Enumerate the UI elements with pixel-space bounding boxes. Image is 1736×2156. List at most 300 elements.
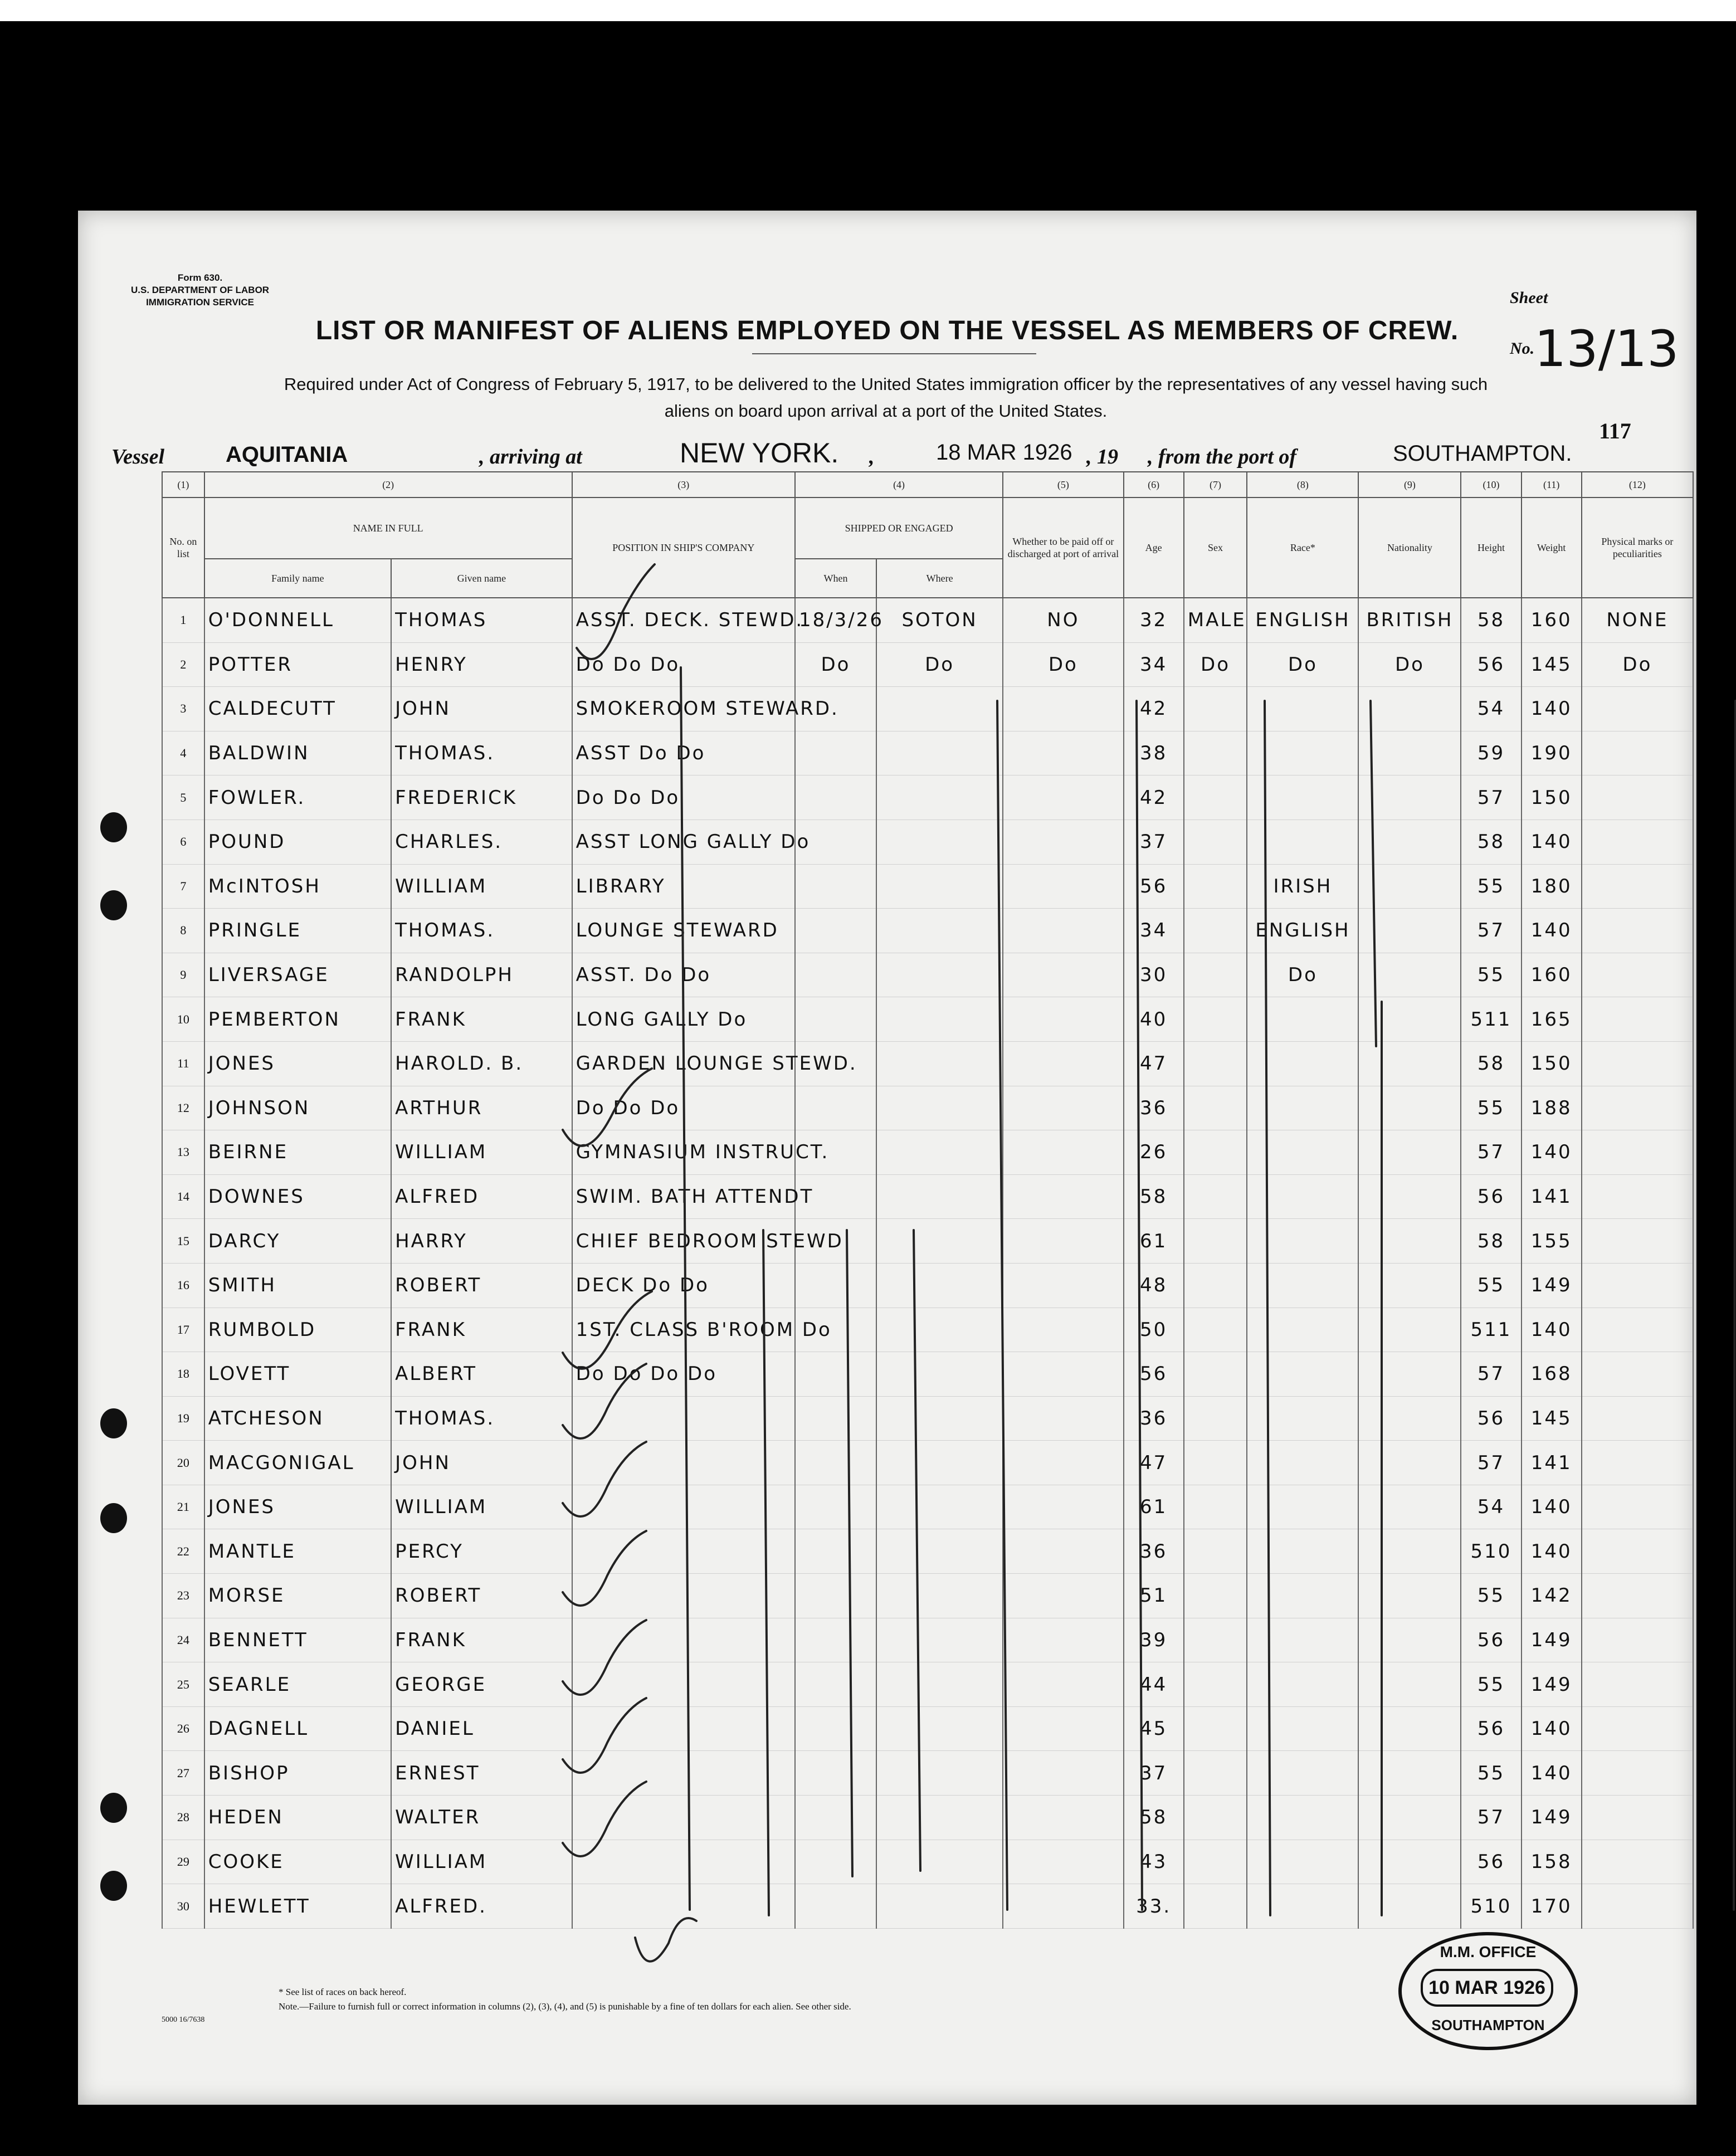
cell-no: 10 xyxy=(162,997,204,1042)
colnum: (3) xyxy=(572,472,795,497)
footer-notes xyxy=(279,1985,851,2014)
cell-paid xyxy=(1003,775,1123,820)
cell-where xyxy=(876,820,1003,864)
cell-no: 25 xyxy=(162,1662,204,1707)
arrival-date: 18 MAR 1926 xyxy=(936,440,1072,465)
table-row xyxy=(162,1130,1693,1175)
cell-where xyxy=(876,687,1003,731)
cell-paid: NO xyxy=(1003,598,1123,642)
cell-marks xyxy=(1582,731,1693,775)
cell-age: 38 xyxy=(1124,731,1184,775)
cell-race: ENGLISH xyxy=(1247,909,1358,953)
cell-weight: 141 xyxy=(1522,1441,1582,1485)
table-row xyxy=(162,1574,1693,1618)
cell-when xyxy=(795,1396,876,1441)
cell-position xyxy=(572,1485,795,1529)
cell-family: DOWNES xyxy=(204,1174,391,1219)
table-row xyxy=(162,1396,1693,1441)
cell-position xyxy=(572,1796,795,1840)
cell-sex xyxy=(1184,1263,1247,1308)
cell-sex xyxy=(1184,1529,1247,1574)
cell-height: 54 xyxy=(1461,687,1521,731)
cell-when xyxy=(795,1485,876,1529)
cell-marks xyxy=(1582,1574,1693,1618)
cell-no: 15 xyxy=(162,1219,204,1264)
header-where: Where xyxy=(876,559,1003,598)
cell-given: WILLIAM xyxy=(391,1130,572,1175)
cell-age: 37 xyxy=(1124,1751,1184,1796)
cell-given: GEORGE xyxy=(391,1662,572,1707)
cell-position xyxy=(572,1441,795,1485)
cell-age: 30 xyxy=(1124,953,1184,997)
cell-race xyxy=(1247,1796,1358,1840)
cell-nat xyxy=(1358,1662,1461,1707)
table-row xyxy=(162,820,1693,864)
cell-age: 42 xyxy=(1124,775,1184,820)
cell-sex xyxy=(1184,1174,1247,1219)
table-row xyxy=(162,1751,1693,1796)
cell-sex xyxy=(1184,1751,1247,1796)
cell-no: 28 xyxy=(162,1796,204,1840)
cell-weight: 140 xyxy=(1522,1706,1582,1751)
sheet-number: Sheet No.13/13 xyxy=(1510,289,1679,378)
cell-weight: 140 xyxy=(1522,1751,1582,1796)
header-race: Race* xyxy=(1247,497,1358,598)
cell-when xyxy=(795,1441,876,1485)
cell-nat xyxy=(1358,909,1461,953)
cell-marks xyxy=(1582,1529,1693,1574)
cell-sex xyxy=(1184,1308,1247,1352)
cell-paid xyxy=(1003,1130,1123,1175)
cell-marks xyxy=(1582,1618,1693,1662)
cell-height: 511 xyxy=(1461,1308,1521,1352)
cell-age: 40 xyxy=(1124,997,1184,1042)
cell-family: RUMBOLD xyxy=(204,1308,391,1352)
cell-race xyxy=(1247,1485,1358,1529)
cell-age: 58 xyxy=(1124,1796,1184,1840)
cell-race xyxy=(1247,1396,1358,1441)
cell-given: ALBERT xyxy=(391,1352,572,1397)
cell-given: THOMAS. xyxy=(391,1396,572,1441)
header-name-in-full: NAME IN FULL xyxy=(204,497,572,559)
cell-weight: 149 xyxy=(1522,1618,1582,1662)
cell-where xyxy=(876,1219,1003,1264)
cell-position: ASST LONG GALLY Do xyxy=(572,820,795,864)
cell-sex xyxy=(1184,909,1247,953)
cell-family: McINTOSH xyxy=(204,864,391,909)
cell-marks xyxy=(1582,1086,1693,1130)
cell-nat xyxy=(1358,1618,1461,1662)
cell-paid xyxy=(1003,1396,1123,1441)
cell-nat xyxy=(1358,1308,1461,1352)
scan-top-border xyxy=(0,0,1736,21)
cell-paid xyxy=(1003,1574,1123,1618)
cell-where xyxy=(876,1130,1003,1175)
cell-nat xyxy=(1358,1796,1461,1840)
cell-race xyxy=(1247,1618,1358,1662)
cell-age: 51 xyxy=(1124,1574,1184,1618)
cell-age: 48 xyxy=(1124,1263,1184,1308)
header-nationality: Nationality xyxy=(1358,497,1461,598)
cell-given: JOHN xyxy=(391,1441,572,1485)
cell-race: ENGLISH xyxy=(1247,598,1358,642)
cell-nat xyxy=(1358,953,1461,997)
cell-marks xyxy=(1582,1751,1693,1796)
cell-where xyxy=(876,1041,1003,1086)
cell-no: 11 xyxy=(162,1041,204,1086)
cell-sex xyxy=(1184,1086,1247,1130)
cell-height: 58 xyxy=(1461,598,1521,642)
cell-position: ASST. DECK. STEWD. xyxy=(572,598,795,642)
cell-paid xyxy=(1003,1796,1123,1840)
cell-nat xyxy=(1358,1396,1461,1441)
cell-height: 58 xyxy=(1461,820,1521,864)
cell-height: 58 xyxy=(1461,1041,1521,1086)
cell-paid xyxy=(1003,1041,1123,1086)
cell-weight: 165 xyxy=(1522,997,1582,1042)
cell-family: SMITH xyxy=(204,1263,391,1308)
cell-given: JOHN xyxy=(391,687,572,731)
crew-rows xyxy=(162,598,1693,1928)
cell-given: FRANK xyxy=(391,997,572,1042)
cell-no: 4 xyxy=(162,731,204,775)
cell-given: ROBERT xyxy=(391,1574,572,1618)
cell-marks xyxy=(1582,1396,1693,1441)
cell-weight: 142 xyxy=(1522,1574,1582,1618)
cell-age: 37 xyxy=(1124,820,1184,864)
cell-nat xyxy=(1358,1352,1461,1397)
cell-race: Do xyxy=(1247,953,1358,997)
cell-when: 18/3/26 xyxy=(795,598,876,642)
cell-age: 34 xyxy=(1124,909,1184,953)
cell-paid xyxy=(1003,1884,1123,1929)
cell-race xyxy=(1247,1219,1358,1264)
stamp-date: 10 MAR 1926 xyxy=(1421,1969,1553,2007)
table-row xyxy=(162,1219,1693,1264)
cell-position: SWIM. BATH ATTENDT xyxy=(572,1174,795,1219)
cell-weight: 140 xyxy=(1522,909,1582,953)
cell-nat xyxy=(1358,731,1461,775)
cell-height: 55 xyxy=(1461,1086,1521,1130)
cell-family: COOKE xyxy=(204,1840,391,1884)
cell-paid xyxy=(1003,909,1123,953)
cell-height: 57 xyxy=(1461,1130,1521,1175)
cell-height: 55 xyxy=(1461,1574,1521,1618)
cell-weight: 180 xyxy=(1522,864,1582,909)
departure-port: SOUTHAMPTON. xyxy=(1393,441,1572,466)
cell-given: ALFRED. xyxy=(391,1884,572,1929)
cell-paid xyxy=(1003,953,1123,997)
table-row xyxy=(162,1308,1693,1352)
cell-height: 56 xyxy=(1461,1706,1521,1751)
cell-position: Do Do Do xyxy=(572,1086,795,1130)
header-height: Height xyxy=(1461,497,1521,598)
cell-when xyxy=(795,1263,876,1308)
cell-nat xyxy=(1358,864,1461,909)
cell-weight: 188 xyxy=(1522,1086,1582,1130)
cell-age: 47 xyxy=(1124,1441,1184,1485)
cell-where xyxy=(876,1485,1003,1529)
print-code: 5000 16/7638 xyxy=(162,2016,205,2024)
cell-family: JONES xyxy=(204,1041,391,1086)
cell-paid xyxy=(1003,1086,1123,1130)
cell-where xyxy=(876,1441,1003,1485)
cell-when xyxy=(795,1662,876,1707)
cell-no: 24 xyxy=(162,1618,204,1662)
cell-nat xyxy=(1358,687,1461,731)
punch-hole xyxy=(100,1871,127,1901)
cell-race: Do xyxy=(1247,642,1358,687)
cell-position: CHIEF BEDROOM STEWD xyxy=(572,1219,795,1264)
cell-marks xyxy=(1582,1041,1693,1086)
cell-given: HENRY xyxy=(391,642,572,687)
cell-nat xyxy=(1358,1485,1461,1529)
cell-given: ALFRED xyxy=(391,1174,572,1219)
form-number: Form 630. xyxy=(177,272,223,283)
header-weight: Weight xyxy=(1522,497,1582,598)
cell-family: JONES xyxy=(204,1485,391,1529)
cell-sex xyxy=(1184,864,1247,909)
cell-age: 42 xyxy=(1124,687,1184,731)
cell-family: HEWLETT xyxy=(204,1884,391,1929)
cell-given: WILLIAM xyxy=(391,1840,572,1884)
cell-nat xyxy=(1358,1041,1461,1086)
cell-no: 1 xyxy=(162,598,204,642)
table-row xyxy=(162,1174,1693,1219)
table-row xyxy=(162,953,1693,997)
cell-when xyxy=(795,953,876,997)
cell-family: DARCY xyxy=(204,1219,391,1264)
cell-given: HAROLD. B. xyxy=(391,1041,572,1086)
cell-weight: 140 xyxy=(1522,1308,1582,1352)
cell-family: DAGNELL xyxy=(204,1706,391,1751)
cell-marks xyxy=(1582,1706,1693,1751)
cell-position: LOUNGE STEWARD xyxy=(572,909,795,953)
cell-sex xyxy=(1184,687,1247,731)
cell-nat xyxy=(1358,997,1461,1042)
cell-when xyxy=(795,1574,876,1618)
cell-paid xyxy=(1003,864,1123,909)
cell-weight: 160 xyxy=(1522,598,1582,642)
cell-given: WALTER xyxy=(391,1796,572,1840)
cell-where xyxy=(876,1396,1003,1441)
cell-where xyxy=(876,1840,1003,1884)
cell-sex xyxy=(1184,820,1247,864)
cell-family: LOVETT xyxy=(204,1352,391,1397)
cell-paid xyxy=(1003,997,1123,1042)
cell-nat xyxy=(1358,1884,1461,1929)
cell-paid xyxy=(1003,1174,1123,1219)
cell-marks xyxy=(1582,997,1693,1042)
cell-weight: 145 xyxy=(1522,642,1582,687)
department-name: U.S. DEPARTMENT OF LABOR xyxy=(131,285,270,295)
cell-sex xyxy=(1184,1574,1247,1618)
vessel-name: AQUITANIA xyxy=(226,442,348,467)
cell-marks xyxy=(1582,1308,1693,1352)
cell-sex xyxy=(1184,1662,1247,1707)
cell-when xyxy=(795,1706,876,1751)
cell-family: MANTLE xyxy=(204,1529,391,1574)
cell-height: 54 xyxy=(1461,1485,1521,1529)
cell-no: 8 xyxy=(162,909,204,953)
cell-marks xyxy=(1582,1485,1693,1529)
stamp-location: SOUTHAMPTON xyxy=(1431,2017,1545,2033)
cell-marks: NONE xyxy=(1582,598,1693,642)
header-family-name: Family name xyxy=(204,559,391,598)
cell-position: LONG GALLY Do xyxy=(572,997,795,1042)
cell-race xyxy=(1247,1130,1358,1175)
cell-paid xyxy=(1003,1751,1123,1796)
cell-weight: 170 xyxy=(1522,1884,1582,1929)
cell-paid xyxy=(1003,1840,1123,1884)
cell-position: ASST. Do Do xyxy=(572,953,795,997)
cell-when xyxy=(795,864,876,909)
stamp-office: M.M. OFFICE xyxy=(1440,1943,1537,1960)
cell-family: BALDWIN xyxy=(204,731,391,775)
cell-no: 16 xyxy=(162,1263,204,1308)
cell-sex xyxy=(1184,775,1247,820)
cell-marks xyxy=(1582,687,1693,731)
cell-family: BISHOP xyxy=(204,1751,391,1796)
cell-where xyxy=(876,1529,1003,1574)
header-age: Age xyxy=(1124,497,1184,598)
cell-no: 26 xyxy=(162,1706,204,1751)
table-row xyxy=(162,1662,1693,1707)
cell-nat xyxy=(1358,1130,1461,1175)
cell-age: 47 xyxy=(1124,1041,1184,1086)
cell-weight: 140 xyxy=(1522,1529,1582,1574)
subtitle xyxy=(134,371,1638,425)
cell-family: BEIRNE xyxy=(204,1130,391,1175)
cell-race xyxy=(1247,1086,1358,1130)
cell-nat xyxy=(1358,1174,1461,1219)
colnum: (1) xyxy=(162,472,204,497)
table-row xyxy=(162,1796,1693,1840)
cell-family: BENNETT xyxy=(204,1618,391,1662)
cell-position: ASST Do Do xyxy=(572,731,795,775)
cell-given: THOMAS xyxy=(391,598,572,642)
cell-given: FRANK xyxy=(391,1308,572,1352)
cell-race xyxy=(1247,1662,1358,1707)
cell-race xyxy=(1247,1884,1358,1929)
cell-age: 26 xyxy=(1124,1130,1184,1175)
subtitle-line-1: Required under Act of Congress of February 5, 1917, to be delivered to the United States immigration officer by the representatives of any vessel having such xyxy=(284,374,1488,394)
punch-hole xyxy=(100,1793,127,1823)
cell-position xyxy=(572,1706,795,1751)
cell-position xyxy=(572,1662,795,1707)
cell-given: PERCY xyxy=(391,1529,572,1574)
cell-marks xyxy=(1582,1263,1693,1308)
cell-nat xyxy=(1358,1574,1461,1618)
cell-where xyxy=(876,1751,1003,1796)
table-row xyxy=(162,1618,1693,1662)
cell-family: POTTER xyxy=(204,642,391,687)
cell-race xyxy=(1247,1529,1358,1574)
cell-when xyxy=(795,731,876,775)
cell-paid xyxy=(1003,1263,1123,1308)
cell-where xyxy=(876,775,1003,820)
table-row xyxy=(162,1884,1693,1929)
cell-family: PRINGLE xyxy=(204,909,391,953)
colnum: (7) xyxy=(1184,472,1247,497)
cell-when xyxy=(795,1796,876,1840)
cell-height: 56 xyxy=(1461,1618,1521,1662)
cell-where xyxy=(876,731,1003,775)
cell-weight: 140 xyxy=(1522,1485,1582,1529)
races-note: * See list of races on back hereof. xyxy=(279,1987,407,1997)
cell-position xyxy=(572,1884,795,1929)
cell-family: MACGONIGAL xyxy=(204,1441,391,1485)
cell-no: 5 xyxy=(162,775,204,820)
column-number-row xyxy=(162,472,1693,497)
cell-marks xyxy=(1582,1174,1693,1219)
punch-hole xyxy=(100,1503,127,1533)
colnum: (9) xyxy=(1358,472,1461,497)
cell-height: 55 xyxy=(1461,1751,1521,1796)
cell-sex xyxy=(1184,1219,1247,1264)
cell-no: 22 xyxy=(162,1529,204,1574)
cell-sex xyxy=(1184,1618,1247,1662)
cell-position xyxy=(572,1618,795,1662)
column-header-row xyxy=(162,497,1693,559)
cell-family: PEMBERTON xyxy=(204,997,391,1042)
cell-height: 58 xyxy=(1461,1219,1521,1264)
manifest-sheet: Form 630. U.S. DEPARTMENT OF LABOR IMMIGRATION SERVICE Sheet No.13/13 LIST OR MANIFEST OF ALIENS EMPLOYED ON THE VESSEL AS MEMBERS OF CREW. Required under Act of Congress of February 5, 1917, to be delivered to the United States immigration officer by the representatives of any vessel having such aliens on board upon arrival at a port of the United States. 117 Vessel AQUITANIA , arriving at NEW YORK. , 18 MAR 1926 , 19 , from the port of SOUTHAMPTON. (1) (2) (3) (4) (5) (6) (7) (8) (9) (10) (11) (12) No. on list NAME IN FULL POSITION IN SHIP'S COMPANY SHIPPED OR ENGAGED Whether to be paid off or discharged at port of arrival Age Sex Race* Nationality Height Weight Physical marks or peculiarities Family name Given name When Where 1 O'DONNELL THOMAS ASST. DECK. STEWD. 18/3/26 SOTON NO 32 MALE ENGLISH BRITISH 58 160 NONE 2 POTTER HENRY Do Do Do Do Do Do 34 Do Do Do 56 145 Do 3 CALDECUTT JOHN SMOKEROOM STEWARD. 42 54 140 4 BALDWIN THOMAS. ASST Do Do 38 59 190 5 FOWLER. FREDERICK Do Do Do 42 57 150 6 POUND CHARLES. ASST LONG GALLY Do 37 58 140 7 McINTOSH WILLIAM LIBRARY 56 IRISH 55 180 8 PRINGLE THOMAS. LOUNGE STEWARD 34 ENGLISH 57 140 9 LIVERSAGE RANDOLPH ASST. Do Do 30 Do 55 160 10 PEMBERTON FRANK LONG GALLY Do 40 511 165 11 JONES HAROLD. B. GARDEN LOUNGE STEWD. 47 58 150 12 JOHNSON ARTHUR Do Do Do 36 55 188 13 BEIRNE WILLIAM GYMNASIUM INSTRUCT. 26 57 140 14 DOWNES ALFRED SWIM. BATH ATTENDT 58 56 141 15 DARCY HARRY CHIEF BEDROOM STEWD 61 58 155 16 SMITH ROBERT DECK Do Do 48 55 149 17 RUMBOLD FRANK 1ST. CLASS B'ROOM Do 50 511 140 18 LOVETT ALBERT Do Do Do Do 56 57 168 19 ATCHESON THOMAS. 36 56 145 20 MACGONIGAL JOHN 47 57 141 21 JONES WILLIAM 61 54 140 22 MANTLE PERCY 36 510 140 23 MORSE ROBERT 51 55 142 24 BENNETT FRANK 39 56 149 25 SEARLE GEORGE 44 55 149 26 DAGNELL DANIEL 45 56 140 27 BISHOP ERNEST 37 55 140 28 HEDEN WALTER 58 57 149 29 COOKE WILLIAM 43 56 158 30 HEWLETT ALFRED. 33. 510 170 * See list of races on back hereof. Note.—Failure to furnish full or correct information in columns (2), (3), (4), and (5) is punishable by a fine of ten dollars for each alien. See other side. 5000 16/7638 M.M. OFFICE 10 MAR 1926 SOUTHAMPTON xyxy=(78,211,1696,2105)
cell-where xyxy=(876,1662,1003,1707)
cell-race xyxy=(1247,1352,1358,1397)
subtitle-line-2: aliens on board upon arrival at a port of the United States. xyxy=(664,401,1108,421)
service-name: IMMIGRATION SERVICE xyxy=(146,297,255,308)
table-row xyxy=(162,1706,1693,1751)
punch-hole xyxy=(100,1408,127,1438)
cell-race xyxy=(1247,1263,1358,1308)
cell-where xyxy=(876,909,1003,953)
table-row xyxy=(162,909,1693,953)
cell-marks xyxy=(1582,1796,1693,1840)
cell-when xyxy=(795,909,876,953)
cell-where: SOTON xyxy=(876,598,1003,642)
cell-nat xyxy=(1358,1086,1461,1130)
cell-marks xyxy=(1582,1662,1693,1707)
year-label: , 19 xyxy=(1086,445,1118,469)
cell-nat xyxy=(1358,1263,1461,1308)
cell-height: 56 xyxy=(1461,1174,1521,1219)
cell-sex xyxy=(1184,1130,1247,1175)
cell-given: HARRY xyxy=(391,1219,572,1264)
cell-marks xyxy=(1582,775,1693,820)
cell-sex: MALE xyxy=(1184,598,1247,642)
cell-given: CHARLES. xyxy=(391,820,572,864)
table-row xyxy=(162,642,1693,687)
cell-family: FOWLER. xyxy=(204,775,391,820)
colnum: (4) xyxy=(795,472,1003,497)
cell-race xyxy=(1247,997,1358,1042)
cell-where xyxy=(876,1352,1003,1397)
header-no-on-list: No. on list xyxy=(162,497,204,598)
cell-paid xyxy=(1003,687,1123,731)
punch-hole xyxy=(100,890,127,920)
cell-no: 19 xyxy=(162,1396,204,1441)
cell-sex xyxy=(1184,1706,1247,1751)
arrival-port: NEW YORK. xyxy=(680,437,839,469)
cell-given: THOMAS. xyxy=(391,731,572,775)
cell-race xyxy=(1247,1840,1358,1884)
cell-given: RANDOLPH xyxy=(391,953,572,997)
cell-race xyxy=(1247,1308,1358,1352)
table-row xyxy=(162,1041,1693,1086)
cell-no: 27 xyxy=(162,1751,204,1796)
cell-age: 61 xyxy=(1124,1219,1184,1264)
